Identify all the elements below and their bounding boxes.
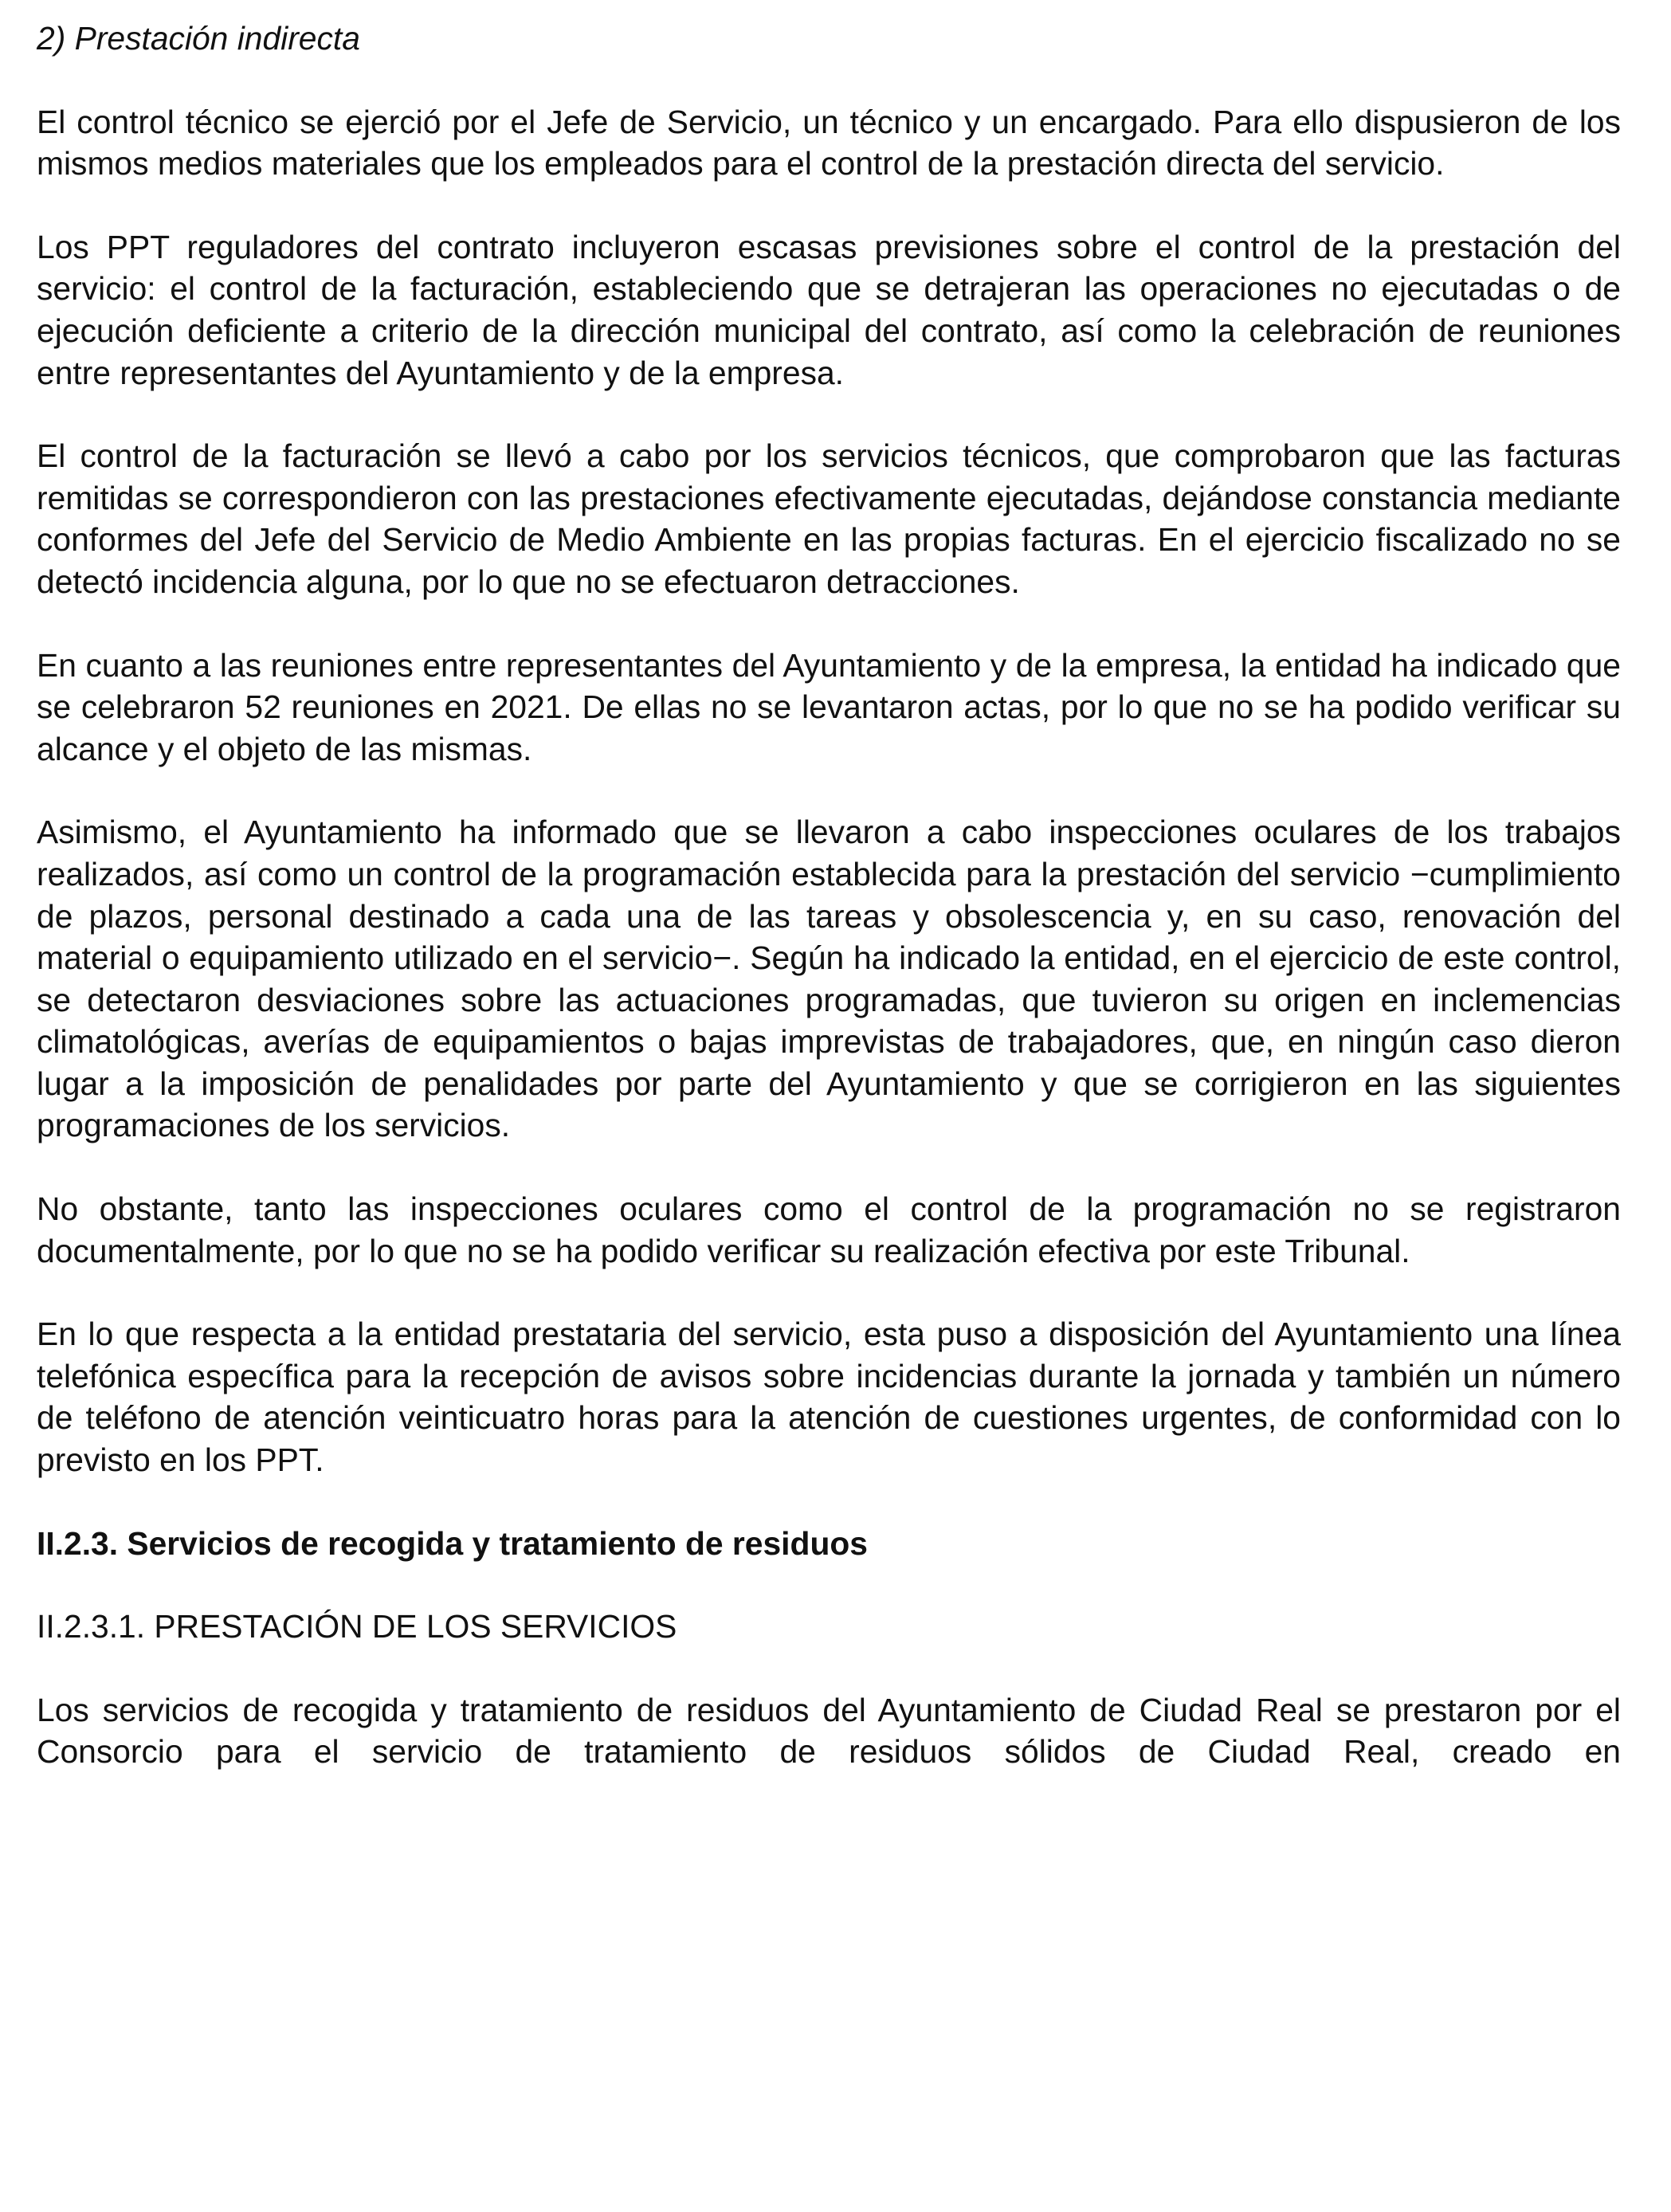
paragraph-reuniones: En cuanto a las reuniones entre representantes del Ayuntamiento y de la empresa, la entidad ha indicado que se celebraron 52 reuniones en 2021. De ellas no se levantaron actas, por lo que no se ha podido verificar su alcance y el objeto de las mismas. <box>37 646 1621 767</box>
document-page <box>37 18 1621 1814</box>
paragraph-control-facturacion: El control de la facturación se llevó a cabo por los servicios técnicos, que comprobaron que las facturas remitidas se correspondieron con las prestaciones efectivamente ejecutadas, dejándose constancia mediante conformes del Jefe del Servicio de Medio Ambiente en las propias facturas. En el ejercicio fiscalizado no se detectó incidencia alguna, por lo que no se efectuaron detracciones. <box>37 437 1621 600</box>
paragraph-entidad-prestataria: En lo que respecta a la entidad prestataria del servicio, esta puso a disposición del Ayuntamiento una línea telefónica específica para la recepción de avisos sobre incidencias durante la jornada y también un número de teléfono de atención veinticuatro horas para la atención de cuestiones urgentes, de conformidad con lo previsto en los PPT. <box>37 1316 1621 1479</box>
paragraph-ppt-previsiones: Los PPT reguladores del contrato incluyeron escasas previsiones sobre el control de la prestación del servicio: el control de la facturación, estableciendo que se detrajeran las operaciones no ejecutadas o de ejecución deficiente a criterio de la dirección municipal del contrato, así como la celebración de reuniones entre representantes del Ayuntamiento y de la empresa. <box>37 228 1621 391</box>
section-heading: II.2.3. Servicios de recogida y tratamiento de residuos <box>37 1524 868 1562</box>
paragraph-control-tecnico: El control técnico se ejerció por el Jefe de Servicio, un técnico y un encargado. Para ello dispusieron de los mismos medios materiales que los empleados para el control de la prestación directa del servicio. <box>37 103 1621 182</box>
paragraph-no-obstante: No obstante, tanto las inspecciones oculares como el control de la programación no se registraron documentalmente, por lo que no se ha podido verificar su realización efectiva por este Tribunal. <box>37 1190 1621 1269</box>
subsection-title: 2) Prestación indirecta <box>37 20 360 57</box>
paragraph-inspecciones: Asimismo, el Ayuntamiento ha informado que se llevaron a cabo inspecciones oculares de los trabajos realizados, así como un control de la programación establecida para la prestación del servicio −cumplimiento de plazos, personal destinado a cada una de las tareas y obsolescencia y, en su caso, renovación del material o equipamiento utilizado en el servicio−. Según ha indicado la entidad, en el ejercicio de este control, se detectaron desviaciones sobre las actuaciones programadas, que tuvieron su origen en inclemencias climatológicas, averías de equipamientos o bajas imprevistas de trabajadores, que, en ningún caso dieron lugar a la imposición de penalidades por parte del Ayuntamiento y que se corrigieron en las siguientes programaciones de los servicios. <box>37 814 1621 1144</box>
subsection-heading: II.2.3.1. PRESTACIÓN DE LOS SERVICIOS <box>37 1608 677 1645</box>
paragraph-servicios-residuos: Los servicios de recogida y tratamiento de residuos del Ayuntamiento de Ciudad Real se prestaron por el Consorcio para el servicio de tratamiento de residuos sólidos de Ciudad Real, creado en <box>37 1691 1621 1771</box>
